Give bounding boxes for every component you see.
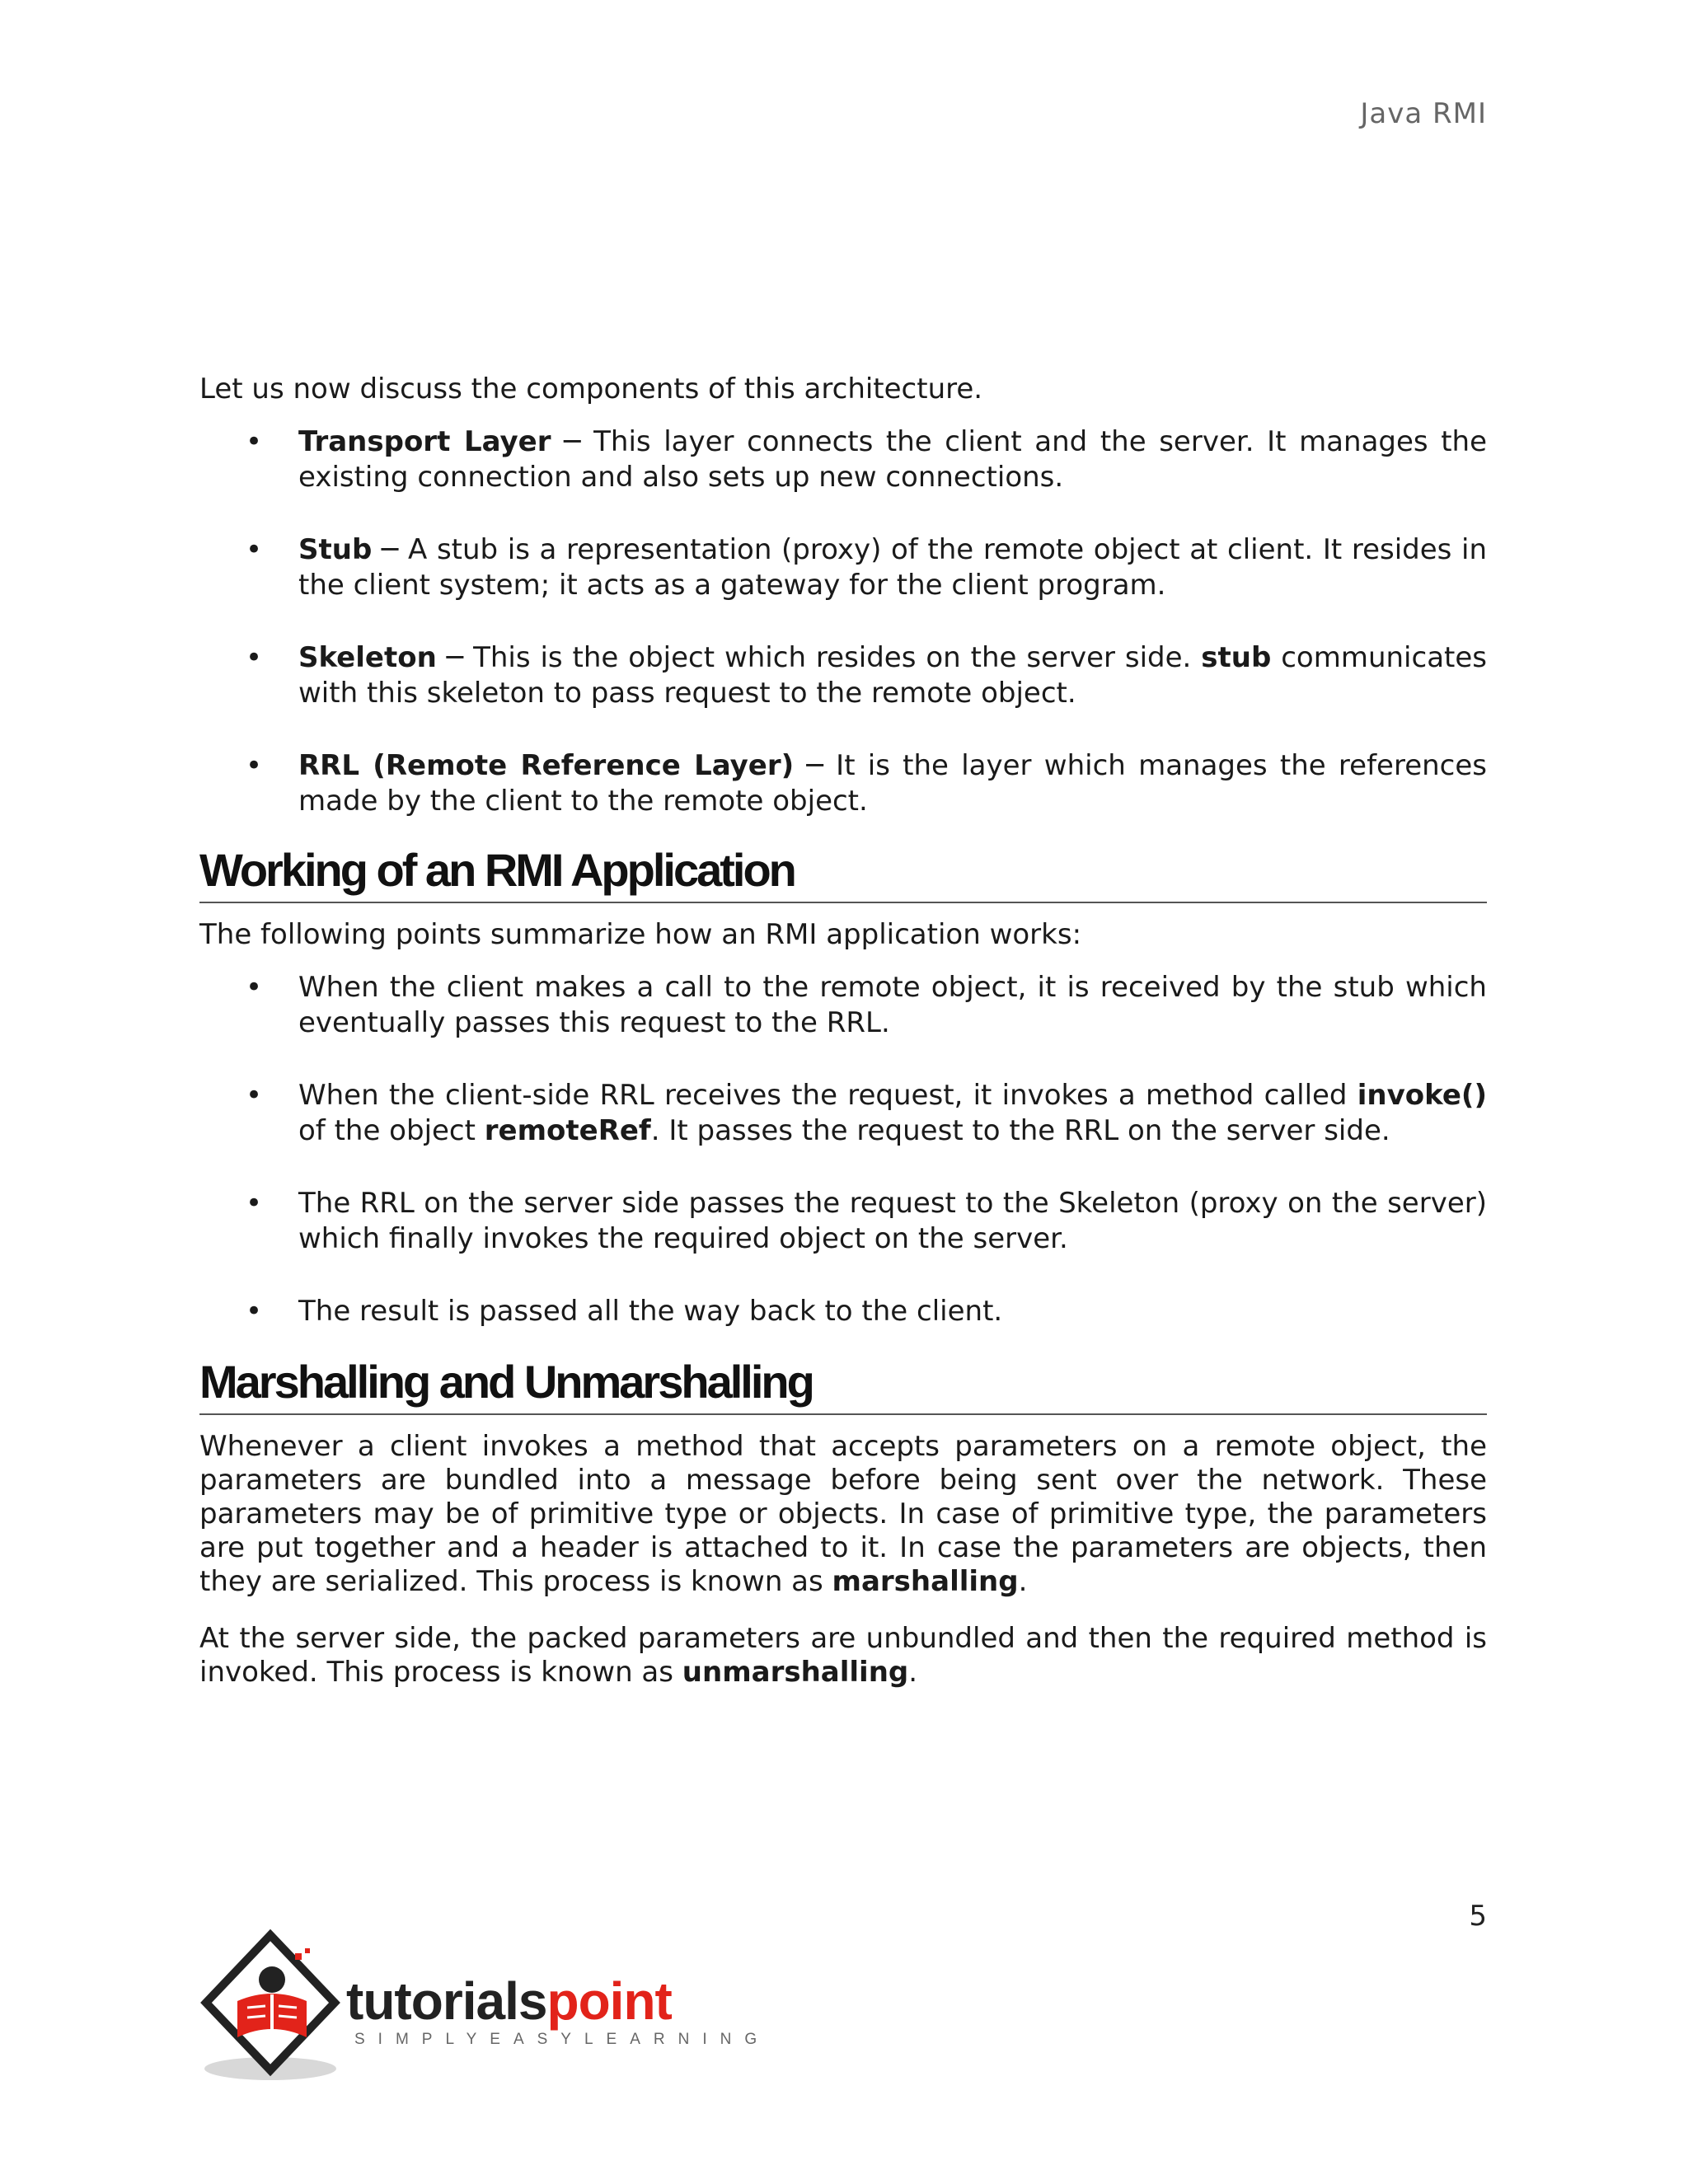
list-item-text: of the object (298, 1114, 485, 1147)
marshalling-paragraph (199, 1430, 1487, 1599)
page-number: 5 (1469, 1900, 1487, 1933)
list-item-text: The result is passed all the way back to the client. (298, 1295, 1003, 1328)
paragraph-text: . (908, 1656, 918, 1689)
term-rrl: RRL (Remote Reference Layer) (298, 749, 795, 782)
unmarshalling-paragraph (199, 1622, 1487, 1690)
logo-word-tutorials: tutorials (346, 1971, 547, 2031)
components-list (199, 424, 1487, 819)
code-invoke: invoke() (1357, 1079, 1487, 1112)
bullet-icon: • (246, 1187, 263, 1220)
section1-intro: The following points summarize how an RMI application works: (199, 918, 1082, 951)
bullet-icon: • (246, 641, 263, 674)
list-item-text: . It passes the request to the RRL on the server side. (650, 1114, 1390, 1147)
list-item-text: The RRL on the server side passes the request to the Skeleton (proxy on the server) which finally invokes the required object on the server. (298, 1187, 1487, 1255)
list-item (199, 1186, 1487, 1257)
paragraph-text: At the server side, the packed parameters are unbundled and then the required method is invoked. This process is known as (199, 1622, 1487, 1689)
term-stub-inline: stub (1201, 641, 1272, 674)
paragraph-text: Whenever a client invokes a method that accepts parameters on a remote object, the parameters are bundled into a message before being sent over the network. These parameters may be of primitive type or objects. In case of primitive type, the parameters are put together and a header is attached to it. In case the parameters are objects, then they are serialized. This process is known as (199, 1430, 1487, 1598)
term-stub: Stub (298, 533, 373, 566)
list-item (199, 1078, 1487, 1149)
logo-wordmark (346, 1971, 672, 2031)
term-transport-layer: Transport Layer (298, 425, 551, 458)
logo-diamond-icon (196, 1929, 345, 2093)
bullet-icon: • (246, 749, 263, 782)
list-item (199, 424, 1487, 495)
list-item (199, 640, 1487, 711)
bullet-icon: • (246, 1295, 263, 1328)
term-marshalling: marshalling (832, 1565, 1019, 1598)
list-item-text: ─ A stub is a representation (proxy) of the remote object at client. It resides in the client system; it acts as a gateway for the client program. (298, 533, 1487, 602)
list-item (199, 532, 1487, 603)
tutorialspoint-logo (196, 1929, 771, 2093)
logo-tagline: SIMPLYEASYLEARNING (354, 2031, 771, 2048)
list-item-text: ─ This layer connects the client and the server. It manages the existing connection and also sets up new connections. (298, 425, 1488, 494)
paragraph-text: . (1018, 1565, 1028, 1598)
term-unmarshalling: unmarshalling (682, 1656, 909, 1689)
bullet-icon: • (246, 1079, 263, 1112)
section-heading-working: Working of an RMI Application (199, 842, 1487, 903)
bullet-icon: • (246, 971, 263, 1004)
code-remoteref: remoteRef (484, 1114, 651, 1147)
section-heading-marshalling: Marshalling and Unmarshalling (199, 1354, 1487, 1415)
page-content (199, 373, 1487, 1690)
running-header: Java RMI (1360, 97, 1487, 130)
list-item-text: ─ It is the layer which manages the references made by the client to the remote object. (298, 749, 1487, 818)
working-points-list (199, 970, 1487, 1329)
bullet-icon: • (246, 425, 263, 458)
list-item-text: ─ This is the object which resides on the server side. (436, 641, 1202, 674)
list-item-text: When the client-side RRL receives the request, it invokes a method called (298, 1079, 1357, 1112)
term-skeleton: Skeleton (298, 641, 437, 674)
list-item (199, 748, 1487, 819)
list-item-text: When the client makes a call to the remote object, it is received by the stub which eventually passes this request to the RRL. (298, 971, 1487, 1039)
intro-paragraph: Let us now discuss the components of this architecture. (199, 373, 983, 405)
logo-word-point: point (546, 1971, 672, 2031)
list-item-text: communicates with this skeleton to pass request to the remote object. (298, 641, 1487, 710)
list-item (199, 1294, 1487, 1329)
list-item (199, 970, 1487, 1041)
bullet-icon: • (246, 533, 263, 566)
